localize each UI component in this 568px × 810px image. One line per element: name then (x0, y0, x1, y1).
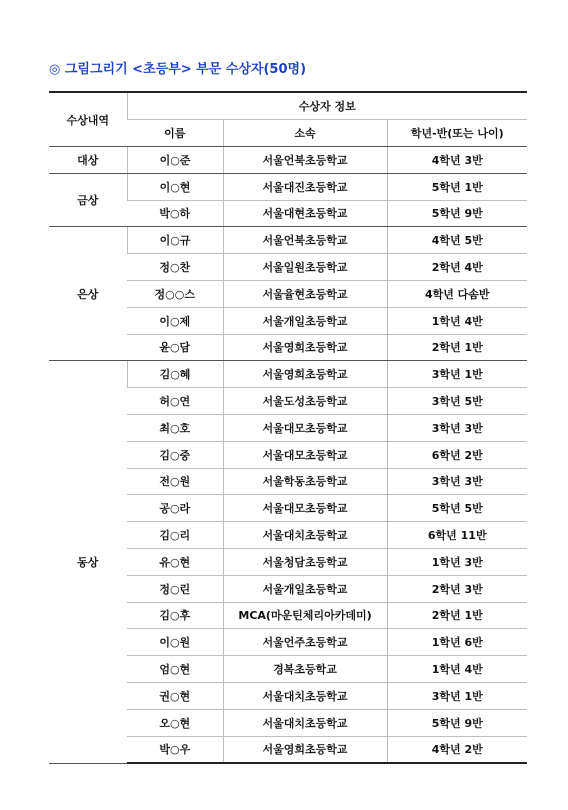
grade-class-cell: 5학년 9반 (387, 709, 527, 736)
section-title: ◎ 그림그리기 <초등부> 부문 수상자(50명) (49, 62, 307, 77)
awards-table (49, 91, 527, 764)
school-cell: 서울대현초등학교 (223, 200, 387, 227)
winner-name-cell: 정○찬 (127, 254, 223, 281)
header-grade: 학년-반(또는 나이) (387, 120, 527, 147)
school-cell: 서울개일초등학교 (223, 575, 387, 602)
grade-class-cell: 2학년 1반 (387, 602, 527, 629)
school-cell: 서울영희초등학교 (223, 361, 387, 388)
school-cell: 경복초등학교 (223, 656, 387, 683)
school-cell: 서울개일초등학교 (223, 307, 387, 334)
school-cell: 서울언북초등학교 (223, 227, 387, 254)
school-cell: 서울대모초등학교 (223, 495, 387, 522)
table-row (49, 361, 527, 388)
school-cell: 서울대모초등학교 (223, 414, 387, 441)
grade-class-cell: 2학년 1반 (387, 334, 527, 361)
awards-table-body (49, 147, 527, 764)
school-cell: 서울학동초등학교 (223, 468, 387, 495)
winner-name-cell: 윤○담 (127, 334, 223, 361)
winner-name-cell: 최○호 (127, 414, 223, 441)
winner-name-cell: 정○린 (127, 575, 223, 602)
grade-class-cell: 1학년 6반 (387, 629, 527, 656)
winner-name-cell: 김○리 (127, 522, 223, 549)
winner-name-cell: 박○하 (127, 200, 223, 227)
school-cell: 서울대치초등학교 (223, 709, 387, 736)
school-cell: MCA(마운틴체리아카데미) (223, 602, 387, 629)
winner-name-cell: 오○현 (127, 709, 223, 736)
school-cell: 서울대치초등학교 (223, 682, 387, 709)
table-row (49, 227, 527, 254)
grade-class-cell: 2학년 3반 (387, 575, 527, 602)
winner-name-cell: 공○라 (127, 495, 223, 522)
winner-name-cell: 엄○현 (127, 656, 223, 683)
school-cell: 서울대모초등학교 (223, 441, 387, 468)
grade-class-cell: 5학년 5반 (387, 495, 527, 522)
grade-class-cell: 3학년 1반 (387, 361, 527, 388)
award-cell: 대상 (49, 147, 127, 174)
grade-class-cell: 1학년 3반 (387, 548, 527, 575)
grade-class-cell: 3학년 3반 (387, 468, 527, 495)
grade-class-cell: 4학년 2반 (387, 736, 527, 763)
winner-name-cell: 유○현 (127, 548, 223, 575)
school-cell: 서울영희초등학교 (223, 334, 387, 361)
grade-class-cell: 2학년 4반 (387, 254, 527, 281)
header-name: 이름 (127, 120, 223, 147)
grade-class-cell: 6학년 11반 (387, 522, 527, 549)
winner-name-cell: 허○연 (127, 388, 223, 415)
winner-name-cell: 박○우 (127, 736, 223, 763)
winner-name-cell: 이○원 (127, 629, 223, 656)
winner-name-cell: 이○규 (127, 227, 223, 254)
award-cell: 은상 (49, 227, 127, 361)
winner-name-cell: 김○후 (127, 602, 223, 629)
school-cell: 서울도성초등학교 (223, 388, 387, 415)
grade-class-cell: 3학년 5반 (387, 388, 527, 415)
winner-name-cell: 김○중 (127, 441, 223, 468)
grade-class-cell: 4학년 3반 (387, 147, 527, 174)
grade-class-cell: 4학년 5반 (387, 227, 527, 254)
grade-class-cell: 3학년 1반 (387, 682, 527, 709)
grade-class-cell: 4학년 다솜반 (387, 280, 527, 307)
winner-name-cell: 정○○스 (127, 280, 223, 307)
header-school: 소속 (223, 120, 387, 147)
table-row (49, 173, 527, 200)
award-cell: 금상 (49, 173, 127, 227)
header-award: 수상내역 (49, 92, 127, 147)
school-cell: 서울언주초등학교 (223, 629, 387, 656)
winner-name-cell: 이○현 (127, 173, 223, 200)
table-row (49, 147, 527, 174)
grade-class-cell: 3학년 3반 (387, 414, 527, 441)
winner-name-cell: 권○현 (127, 682, 223, 709)
award-cell: 동상 (49, 361, 127, 763)
grade-class-cell: 5학년 1반 (387, 173, 527, 200)
grade-class-cell: 5학년 9반 (387, 200, 527, 227)
grade-class-cell: 6학년 2반 (387, 441, 527, 468)
school-cell: 서울율현초등학교 (223, 280, 387, 307)
winner-name-cell: 김○혜 (127, 361, 223, 388)
winner-name-cell: 전○원 (127, 468, 223, 495)
header-winner-info: 수상자 정보 (127, 92, 527, 120)
grade-class-cell: 1학년 4반 (387, 656, 527, 683)
grade-class-cell: 1학년 4반 (387, 307, 527, 334)
school-cell: 서울대진초등학교 (223, 173, 387, 200)
winner-name-cell: 이○준 (127, 147, 223, 174)
school-cell: 서울영희초등학교 (223, 736, 387, 763)
school-cell: 서울대치초등학교 (223, 522, 387, 549)
winner-name-cell: 이○제 (127, 307, 223, 334)
school-cell: 서울청담초등학교 (223, 548, 387, 575)
school-cell: 서울언북초등학교 (223, 147, 387, 174)
school-cell: 서울일원초등학교 (223, 254, 387, 281)
